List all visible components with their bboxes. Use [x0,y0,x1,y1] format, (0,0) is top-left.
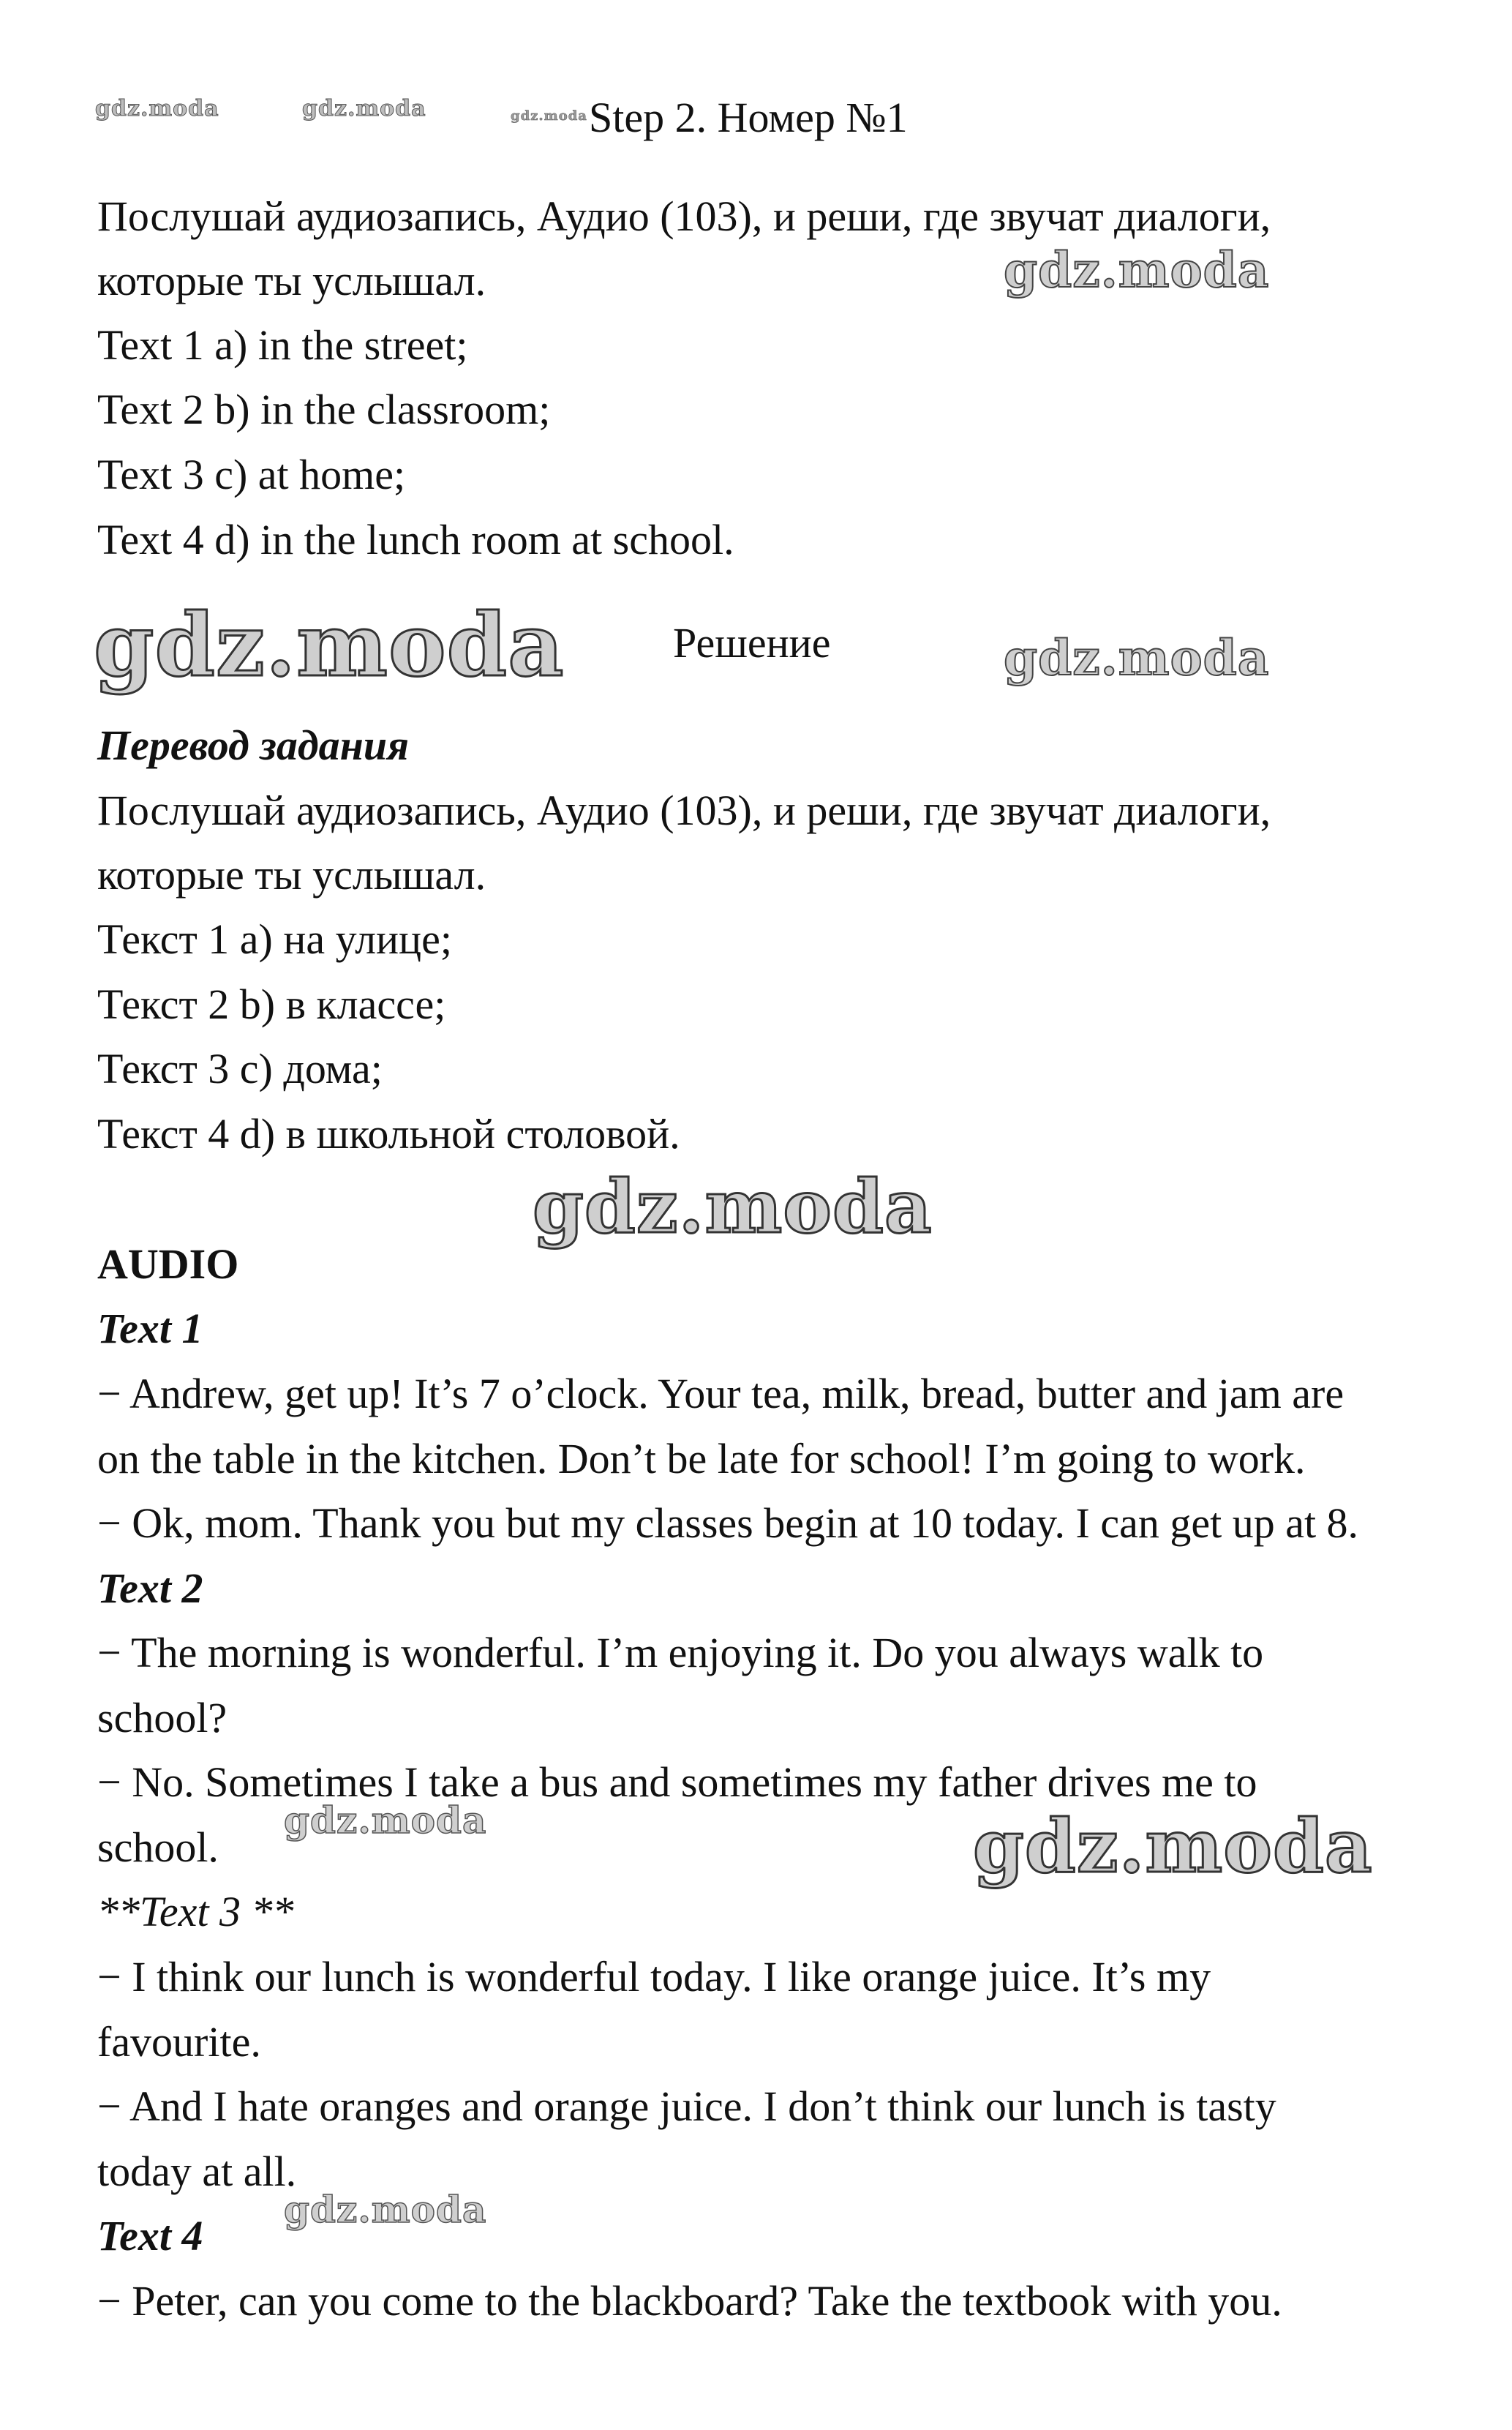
dialogue-line: − The morning is wonderful. I’m enjoying it. Do you always walk to [97,1629,1264,1676]
watermark: gdz.moda [533,1163,933,1250]
dialogue-line: − Peter, can you come to the blackboard? Take the textbook with you. [97,2277,1282,2325]
task-line: Text 4 d) in the lunch room at school. [97,516,734,563]
task-line: Text 3 c) at home; [97,451,406,498]
watermark: gdz.moda [973,1803,1373,1889]
dialogue-line: on the table in the kitchen. Don’t be late for school! I’m going to work. [97,1435,1306,1482]
watermark: gdz.moda [511,108,587,124]
translation-line: Текст 2 b) в классе; [97,980,446,1028]
watermark: gdz.moda [1004,241,1270,299]
audio-heading: AUDIO [97,1240,239,1288]
task-line: Послушай аудиозапись, Аудио (103), и реши, где звучат диалоги, [97,192,1271,240]
translation-heading: Перевод задания [97,721,409,769]
dialogue-line: school. [97,1823,219,1871]
translation-line: Послушай аудиозапись, Аудио (103), и реши, где звучат диалоги, [97,787,1271,834]
text1-title: Text 1 [97,1305,203,1352]
text4-title: Text 4 [97,2212,203,2260]
translation-line: Текст 4 d) в школьной столовой. [97,1110,680,1158]
dialogue-line: − I think our lunch is wonderful today. I like orange juice. It’s my [97,1953,1211,2000]
task-line: Text 2 b) in the classroom; [97,386,551,433]
dialogue-line: school? [97,1694,227,1741]
watermark: gdz.moda [302,96,426,121]
dialogue-line: − Andrew, get up! It’s 7 o’clock. Your tea, milk, bread, butter and jam are [97,1370,1344,1417]
dialogue-line: favourite. [97,2018,261,2066]
task-line: которые ты услышал. [97,257,486,304]
text2-title: Text 2 [97,1564,203,1612]
translation-line: Текст 3 c) дома; [97,1045,383,1092]
translation-line: которые ты услышал. [97,851,486,899]
watermark: gdz.moda [95,96,219,121]
dialogue-line: − And I hate oranges and orange juice. I don’t think our lunch is tasty [97,2082,1276,2130]
watermark: gdz.moda [284,2188,487,2231]
watermark: gdz.moda [94,594,565,696]
task-line: Text 1 a) in the street; [97,321,468,369]
dialogue-line: − Ok, mom. Thank you but my classes begin at 10 today. I can get up at 8. [97,1499,1359,1547]
dialogue-line: today at all. [97,2148,297,2195]
dialogue-line: − No. Sometimes I take a bus and sometimes my father drives me to [97,1758,1257,1806]
watermark: gdz.moda [284,1799,487,1842]
watermark: gdz.moda [1004,629,1270,686]
solution-label: Решение [673,619,831,667]
translation-line: Текст 1 a) на улице; [97,915,452,963]
text3-title: **Text 3 ** [97,1888,294,1935]
page-title: Step 2. Номер №1 [589,94,908,141]
